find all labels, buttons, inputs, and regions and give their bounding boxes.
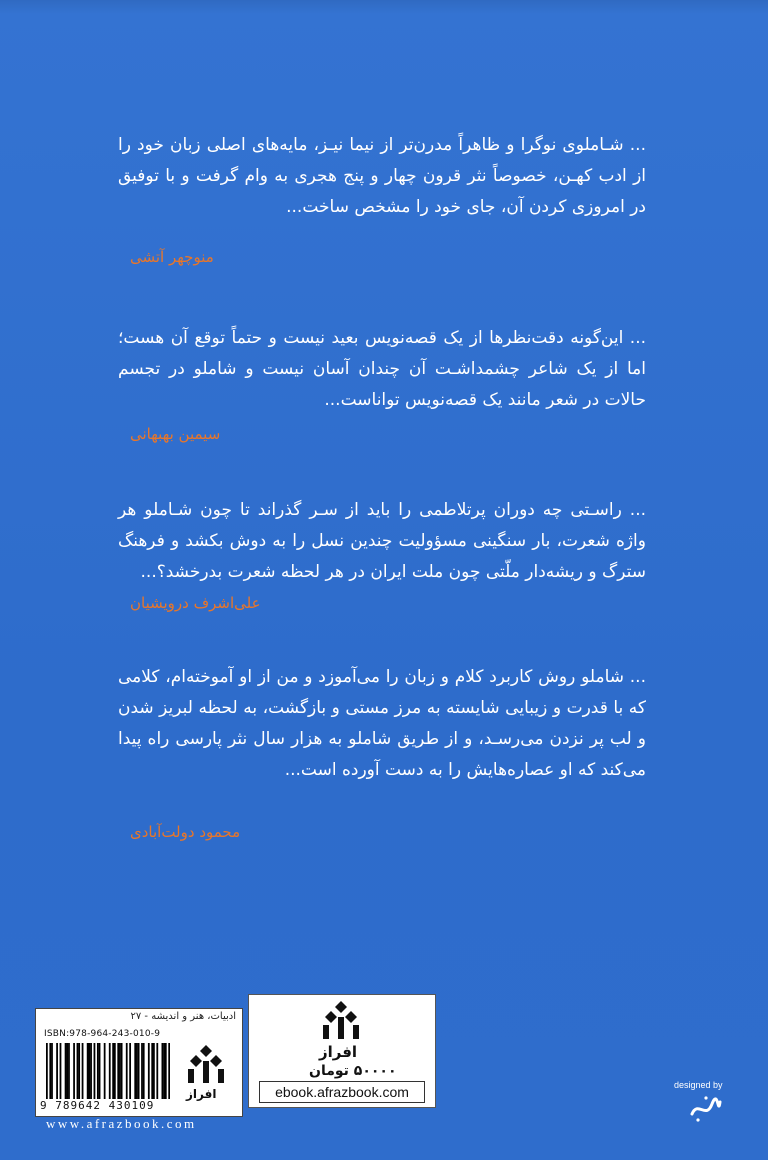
barcode-bar	[88, 1043, 90, 1099]
price-sticker	[248, 994, 436, 1108]
quote-3-text: ... راسـتی چه دوران پرتلاطمی را باید از سـر گذراند تا چون شـاملو هر واژه شعرت، بار سنگینی مسؤولیت چندین نسل را به دوش بکشد و فرهنگ سترگ و ریشه‌دار ملّتی چون ملت ایران در هر لحظه شعرت بدرخشد؟...	[118, 500, 646, 582]
barcode-bar	[134, 1043, 136, 1099]
barcode-bar	[90, 1043, 92, 1099]
barcode-bar	[119, 1043, 121, 1099]
designed-by-label: designed by	[674, 1080, 723, 1090]
barcode-bar	[156, 1043, 158, 1099]
barcode-bar	[65, 1043, 67, 1099]
barcode-label	[35, 1008, 243, 1117]
barcode-bars	[46, 1043, 170, 1099]
barcode-bar	[46, 1043, 48, 1099]
quote-4-author: محمود دولت‌آبادی	[130, 823, 241, 841]
publisher-website: www.afrazbook.com	[46, 1116, 197, 1131]
barcode-bar	[66, 1043, 68, 1099]
barcode-bar	[82, 1043, 84, 1099]
barcode-bar	[94, 1043, 96, 1099]
barcode-digits: 9 789642 430109	[40, 1099, 155, 1112]
barcode-bar	[136, 1043, 138, 1099]
quote-3	[118, 495, 646, 588]
top-edge-shadow	[0, 0, 768, 14]
quote-2-author: سیمین بهبهانی	[130, 425, 221, 443]
barcode-bar	[77, 1043, 79, 1099]
quote-2-text: ... این‌گونه دقت‌نظرها از یک قصه‌نویس بعید نیست و حتماً توقع آن هست؛ اما از یک شاعر چشمداشـت آن چندان آسان نیست و شاملو در تجسم حالات در شعر مانند یک قصه‌نویس تواناست...	[118, 328, 646, 410]
barcode-bar	[143, 1043, 145, 1099]
barcode-bar	[49, 1043, 51, 1099]
ebook-url: ebook.afrazbook.com	[259, 1081, 425, 1103]
barcode-bar	[141, 1043, 143, 1099]
barcode-bar	[138, 1043, 140, 1099]
barcode-bar	[97, 1043, 99, 1099]
publisher-name-small: افراز	[186, 1087, 217, 1101]
barcode-bar	[126, 1043, 128, 1099]
quote-4	[118, 662, 646, 786]
barcode-bar	[87, 1043, 89, 1099]
isbn-text: ISBN:978-964-243-010-9	[44, 1029, 161, 1039]
publisher-logo-icon	[182, 1043, 230, 1085]
barcode-bar	[112, 1043, 114, 1099]
barcode-bar	[148, 1043, 150, 1099]
barcode-bar	[121, 1043, 123, 1099]
barcode-bar	[163, 1043, 165, 1099]
quote-3-author: علی‌اشرف درویشیان	[130, 594, 261, 612]
barcode-bar	[73, 1043, 75, 1099]
publisher-name: افراز	[319, 1043, 358, 1061]
quote-1-text: ... شـاملوی نوگرا و ظاهراً مدرن‌تر از نیما نیـز، مایه‌های اصلی زبان خود را از ادب کهـن، خصوصاً نثر قرون چهار و پنج هجری به وام گرفت و با توفیق در امروزی کردن آن، جای خود را مشخص ساخت...	[118, 135, 646, 217]
barcode-bar	[153, 1043, 155, 1099]
quote-1-author: منوچهر آتشی	[130, 248, 214, 266]
barcode-bar	[162, 1043, 164, 1099]
barcode-bar	[109, 1043, 111, 1099]
barcode-bar	[68, 1043, 70, 1099]
barcode-bar	[165, 1043, 167, 1099]
barcode-bar	[168, 1043, 170, 1099]
barcode-bar	[114, 1043, 116, 1099]
price-label: ۵۰۰۰۰ تومان	[309, 1063, 397, 1079]
barcode-bar	[56, 1043, 58, 1099]
barcode-bar	[104, 1043, 106, 1099]
barcode-bar	[151, 1043, 153, 1099]
designer-signature-icon	[688, 1094, 722, 1124]
quote-1	[118, 130, 646, 223]
quote-2	[118, 323, 646, 416]
series-label: ادبیات، هنر و اندیشه - ۲۷	[130, 1011, 236, 1022]
barcode-bar	[60, 1043, 62, 1099]
barcode-bar	[51, 1043, 53, 1099]
barcode-bar	[78, 1043, 80, 1099]
barcode-bar	[129, 1043, 131, 1099]
barcode-bar	[99, 1043, 101, 1099]
barcode-bar	[117, 1043, 119, 1099]
quote-4-text: ... شاملو روش کاربرد کلام و زبان را می‌آموزد و من از او آموخته‌ام، کلامی که با قدرت و زیبایی شایسته به مرز مستی و بازگشت، به لحظه لبریز شدن و لب پر نزدن می‌رسـد، و از طریق شاملو به هزار سال نثر پارسی راه پیدا می‌کند که او عصاره‌هایش را به دست آورده است...	[118, 667, 646, 780]
publisher-logo-large-icon	[317, 999, 365, 1041]
